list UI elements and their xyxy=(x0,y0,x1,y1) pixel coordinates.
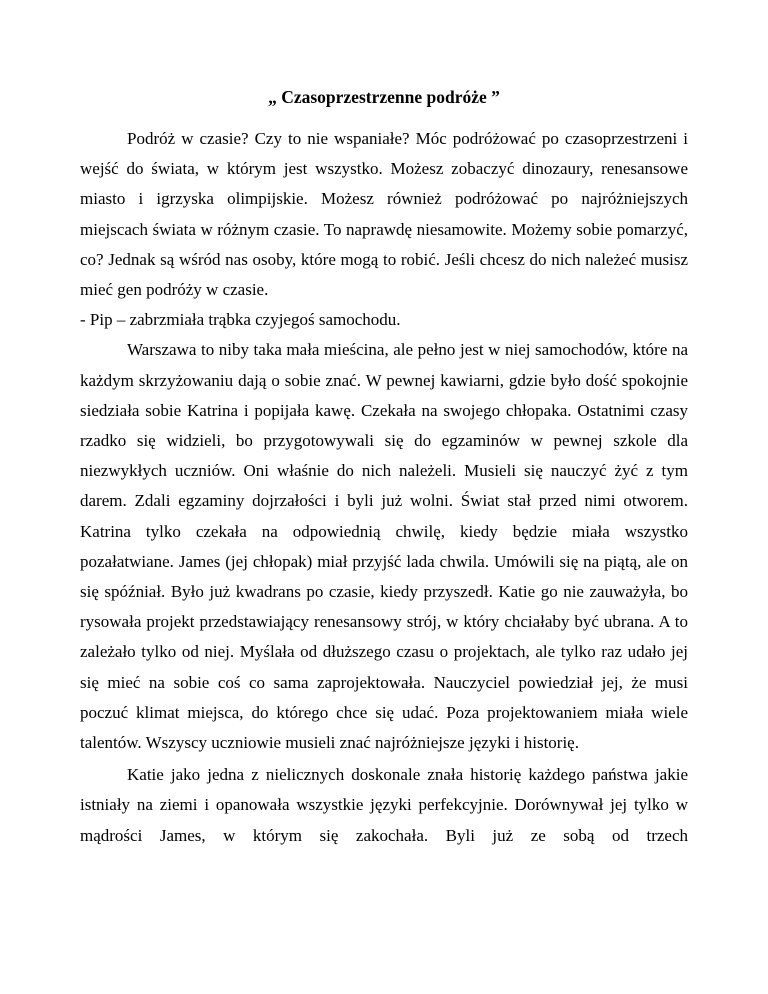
paragraph-1: Podróż w czasie? Czy to nie wspaniałe? Móc podróżować po czasoprzestrzeni i wejść do świata, w którym jest wszystko. Możesz zobaczyć dinozaury, renesansowe miasto i igrzyska olimpijskie. Możesz również podróżować po najróżniejszych miejscach świata w różnym czasie. To naprawdę niesamowite. Możemy sobie pomarzyć, co? Jednak są wśród nas osoby, które mogą to robić. Jeśli chcesz do nich należeć musisz mieć gen podróży w czasie. xyxy=(80,129,688,300)
document-page xyxy=(80,82,688,851)
paragraph-2: - Pip – zabrzmiała trąbka czyjegoś samochodu. xyxy=(80,310,401,330)
document-title: „ Czasoprzestrzenne podróże ” xyxy=(268,87,500,107)
paragraph-4: Katie jako jedna z nielicznych doskonale znała historię każdego państwa jakie istniały na ziemi i opanowała wszystkie języki perfekcyjnie. Dorównywał jej tylko w mądrości James, w którym się zakochała. Byli już ze sobą od trzech xyxy=(80,765,688,845)
paragraph-3: Warszawa to niby taka mała mieścina, ale pełno jest w niej samochodów, które na każdym skrzyżowaniu dają o sobie znać. W pewnej kawiarni, gdzie było dość spokojnie siedziała sobie Katrina i popijała kawę. Czekała na swojego chłopaka. Ostatnimi czasy rzadko się widzieli, bo przygotowywali się do egzaminów w pewnej szkole dla niezwykłych uczniów. Oni właśnie do nich należeli. Musieli się nauczyć żyć z tym darem. Zdali egzaminy dojrzałości i byli już wolni. Świat stał przed nimi otworem. Katrina tylko czekała na odpowiednią chwilę, kiedy będzie miała wszystko pozałatwiane. James (jej chłopak) miał przyjść lada chwila. Umówili się na piątą, ale on się spóźniał. Było już kwadrans po czasie, kiedy przyszedł. Katie go nie zauważyła, bo rysowała projekt przedstawiający renesansowy strój, w który chciałaby być ubrana. A to zależało tylko od niej. Myślała od dłuższego czasu o projektach, ale tylko raz udało jej się mieć na sobie coś co sama zaprojektowała. Nauczyciel powiedział jej, że musi poczuć klimat miejsca, do którego chce się udać. Poza projektowaniem miała wiele talentów. Wszyscy uczniowie musieli znać najróżniejsze języki i historię. xyxy=(80,340,688,753)
